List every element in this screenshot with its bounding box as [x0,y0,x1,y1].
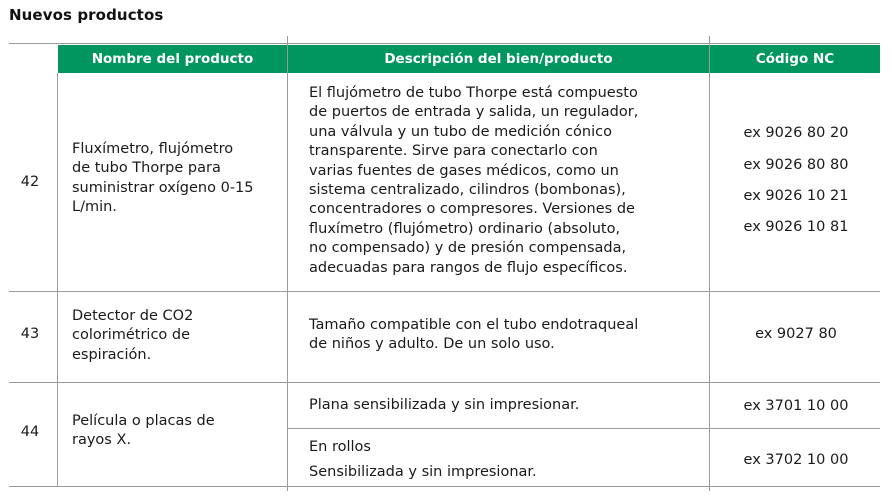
description-line: transparente. Sirve para conectarlo con [309,143,598,160]
description-line: concentradores o compresores. Versiones de [309,201,635,218]
row-rule [288,428,880,429]
header-code: Código NC [755,51,835,67]
table-top-rule [9,43,880,44]
product-name-line: espiración. [72,346,152,363]
nc-code: ex 9026 10 81 [743,219,849,235]
product-name-line: colorimétrico de [72,327,191,344]
product-name-line: Película o placas de [72,413,215,429]
row-number: 44 [20,424,40,440]
column-rule [709,36,710,491]
description-line: sistema centralizado, cilindros (bombonas), [309,182,626,199]
column-rule [57,73,58,487]
description-line: una válvula y un tubo de medición cónico [309,123,612,140]
header-description: Descripción del bien/producto [384,51,613,67]
product-name [72,307,193,365]
description-line: de niños y adulto. De un solo uso. [309,336,555,353]
description-line: de puertos de entrada y salida, un regulador, [309,104,639,121]
row-number: 43 [20,326,40,342]
product-description [309,396,579,415]
description-line: varias fuentes de gases médicos, como un [309,162,619,179]
nc-code: ex 9027 80 [755,326,837,342]
description-line: Plana sensibilizada y sin impresionar. [309,397,580,413]
table-header [58,45,880,73]
product-name-line: Detector de CO2 [72,308,194,324]
product-name-line: de tubo Thorpe para [72,160,221,177]
column-rule [287,36,288,491]
section-title: Nuevos productos [9,6,164,24]
product-name [72,140,254,218]
product-name-line: rayos X. [72,432,132,449]
nc-code: ex 3702 10 00 [743,452,849,468]
nc-code: ex 3701 10 00 [743,398,849,414]
product-description [309,435,537,485]
description-line: fluxímetro (flujómetro) ordinario (absoluto, [309,220,621,237]
nc-code: ex 9026 10 21 [743,188,849,204]
product-description [309,316,638,355]
description-line: El flujómetro de tubo Thorpe está compuesto [309,85,638,101]
nc-code: ex 9026 80 20 [743,125,849,141]
row-rule [9,486,880,487]
product-name-line: Fluxímetro, flujómetro [72,141,234,157]
description-line: adecuadas para rangos de flujo específicos. [309,259,628,276]
description-line: Sensibilizada y sin impresionar. [309,464,537,480]
description-line: En rollos [309,439,371,455]
product-name [72,412,215,451]
product-description [309,84,638,278]
header-name: Nombre del producto [91,51,254,67]
product-name-line: L/min. [72,199,117,216]
nc-code: ex 9026 80 80 [743,157,849,173]
row-rule [9,291,880,292]
row-number: 42 [20,174,40,190]
description-line: Tamaño compatible con el tubo endotraqueal [309,317,639,333]
description-line: no compensado) y de presión compensada, [309,240,627,257]
row-rule [9,382,880,383]
product-name-line: suministrar oxígeno 0-15 [72,179,254,196]
